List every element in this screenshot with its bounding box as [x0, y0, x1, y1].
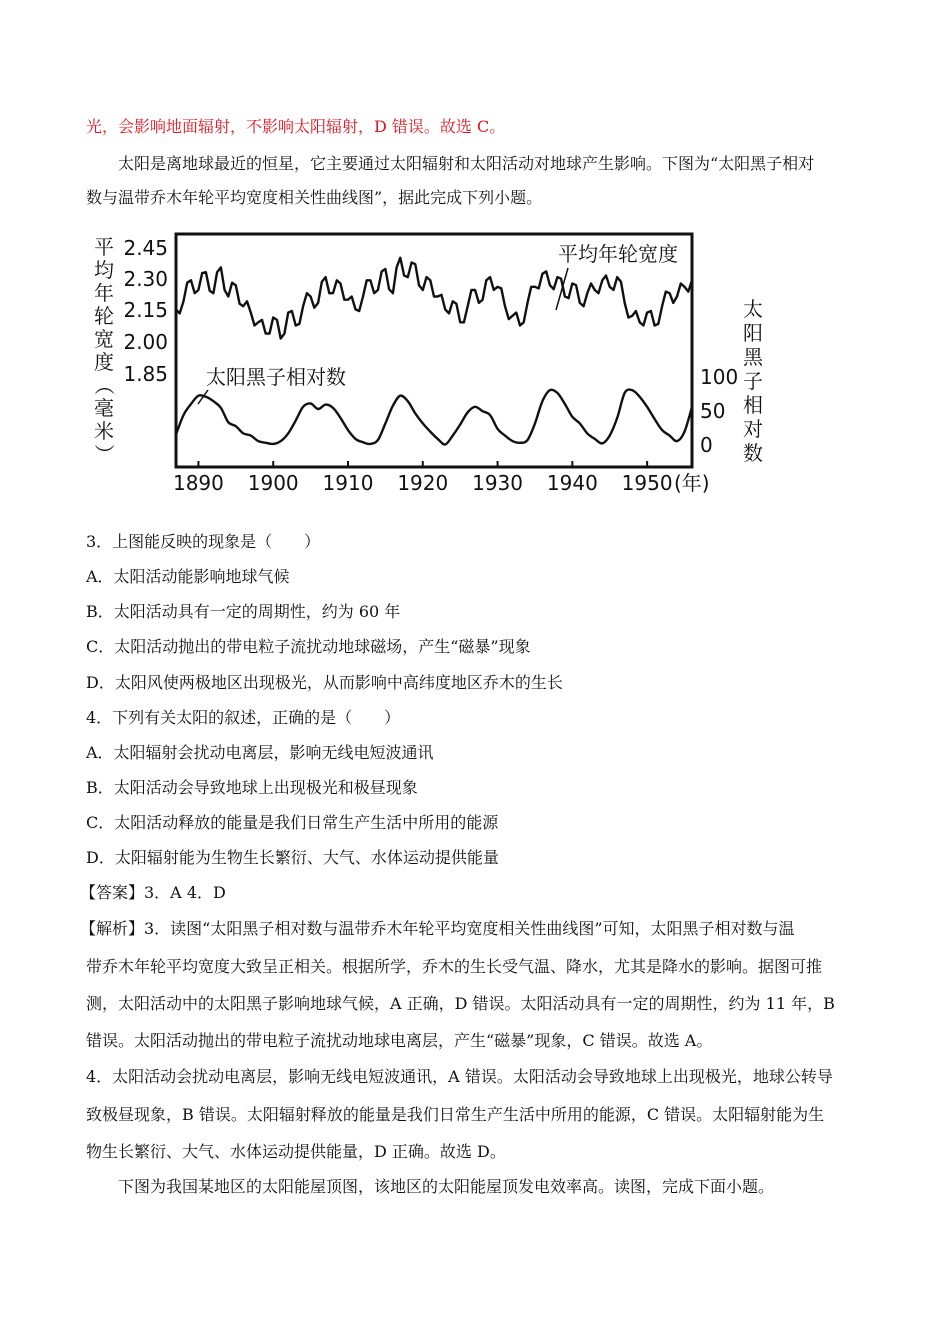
- x-tick-label: 1940: [546, 471, 598, 495]
- x-tick-label: 1950: [621, 471, 673, 495]
- q3-stem: 3．上图能反映的现象是（ ）: [86, 532, 321, 551]
- right-tick-label: 0: [700, 433, 713, 457]
- plot-frame: [176, 234, 692, 467]
- left-axis-label: [92, 235, 116, 464]
- left-tick-label: 2.30: [123, 267, 168, 291]
- left-axis-label-char: 度: [94, 350, 114, 374]
- q4-option-c: C．太阳活动释放的能量是我们日常生产生活中所用的能源: [86, 813, 499, 832]
- q4-option-b: B．太阳活动会导致地球上出现极光和极昼现象: [86, 778, 418, 797]
- right-axis-label-char: 阳: [743, 321, 763, 345]
- left-axis-label-char: 宽: [94, 327, 114, 351]
- left-tick-label: 2.00: [123, 330, 168, 354]
- left-tick-label: 1.85: [123, 362, 168, 386]
- left-tick-label: 2.45: [123, 236, 168, 260]
- left-axis-label-char: 平: [94, 235, 114, 259]
- right-axis-ticks: [700, 365, 738, 457]
- analysis-line-2: 带乔木年轮平均宽度大致呈正相关。根据所学，乔木的生长受气温、降水，尤其是降水的影响。据图可推: [86, 957, 823, 976]
- analysis-line-5: 4．太阳活动会扰动电离层，影响无线电短波通讯，A 错误。太阳活动会导致地球上出现极光，地球公转导: [86, 1067, 833, 1086]
- previous-answer-line: 光，会影响地面辐射，不影响太阳辐射，D 错误。故选 C。: [86, 117, 506, 136]
- left-axis-label-char: （: [92, 375, 116, 395]
- intro-line-2: 数与温带乔木年轮平均宽度相关性曲线图”，据此完成下列小题。: [86, 188, 543, 207]
- sunspot-tree-ring-chart: [86, 228, 786, 498]
- right-axis-label-char: 子: [743, 369, 763, 393]
- right-axis-label-char: 相: [743, 393, 763, 417]
- right-axis-label-char: 黑: [743, 345, 763, 369]
- q3-option-b: B．太阳活动具有一定的周期性，约为 60 年: [86, 602, 401, 621]
- analysis-line-4: 错误。太阳活动抛出的带电粒子流扰动地球电离层，产生“磁暴”现象，C 错误。故选 A。: [86, 1031, 713, 1050]
- left-tick-label: 2.15: [123, 298, 168, 322]
- sunspot-series-label: 太阳黑子相对数: [206, 365, 346, 389]
- left-axis-label-char: 均: [94, 258, 114, 282]
- right-axis-label-char: 数: [743, 441, 763, 465]
- q3-option-d: D．太阳风使两极地区出现极光，从而影响中高纬度地区乔木的生长: [86, 673, 563, 692]
- left-axis-label-char: 年: [94, 281, 114, 305]
- right-axis-label-char: 对: [743, 417, 763, 441]
- x-tick-label: 1920: [397, 471, 449, 495]
- tree-ring-width-line: [176, 258, 692, 339]
- right-axis-label: [743, 297, 764, 465]
- q3-option-a: A．太阳活动能影响地球气候: [86, 567, 290, 586]
- sunspot-number-line: [176, 390, 692, 445]
- q4-option-d: D．太阳辐射能为生物生长繁衍、大气、水体运动提供能量: [86, 848, 499, 867]
- right-tick-label: 100: [700, 365, 739, 389]
- q4-option-a: A．太阳辐射会扰动电离层，影响无线电短波通讯: [86, 743, 434, 762]
- q4-stem: 4．下列有关太阳的叙述，正确的是（ ）: [86, 708, 401, 727]
- x-tick-label: 1890: [172, 471, 224, 495]
- analysis-line-1: 【解析】3．读图“太阳黑子相对数与温带乔木年轮平均宽度相关性曲线图”可知，太阳黑子相对数与温: [80, 919, 795, 938]
- closing-line: 下图为我国某地区的太阳能屋顶图，该地区的太阳能屋顶发电效率高。读图，完成下面小题。: [118, 1177, 775, 1196]
- right-axis-label-char: 太: [743, 297, 763, 321]
- q3-option-c: C．太阳活动抛出的带电粒子流扰动地球磁场，产生“磁暴”现象: [86, 637, 531, 656]
- analysis-line-7: 物生长繁衍、大气、水体运动提供能量，D 正确。故选 D。: [86, 1142, 506, 1161]
- analysis-line-3: 测，太阳活动中的太阳黑子影响地球气候，A 正确，D 错误。太阳活动具有一定的周期性，约为 11 年，B: [86, 994, 835, 1013]
- left-axis-label-char: 毫: [94, 396, 114, 420]
- left-axis-ticks: [123, 236, 168, 386]
- x-tick-label: 1900: [247, 471, 299, 495]
- analysis-line-6: 致极昼现象，B 错误。太阳辐射释放的能量是我们日常生产生活中所用的能源，C 错误。太阳辐射能为生: [86, 1105, 825, 1124]
- left-axis-label-char: 米: [94, 419, 114, 443]
- right-tick-label: 50: [700, 399, 726, 423]
- tree-ring-label-leader: [556, 268, 568, 310]
- x-tick-label: 1930: [472, 471, 524, 495]
- left-axis-label-char: ）: [92, 444, 116, 464]
- answer-line: 【答案】3．A 4．D: [80, 883, 226, 902]
- tree-ring-series-label: 平均年轮宽度: [558, 242, 678, 266]
- intro-line-1: 太阳是离地球最近的恒星，它主要通过太阳辐射和太阳活动对地球产生影响。下图为“太阳黑子相对: [118, 154, 815, 173]
- left-axis-label-char: 轮: [94, 304, 114, 328]
- x-tick-label: 1910: [322, 471, 374, 495]
- x-axis-unit: (年): [674, 471, 710, 495]
